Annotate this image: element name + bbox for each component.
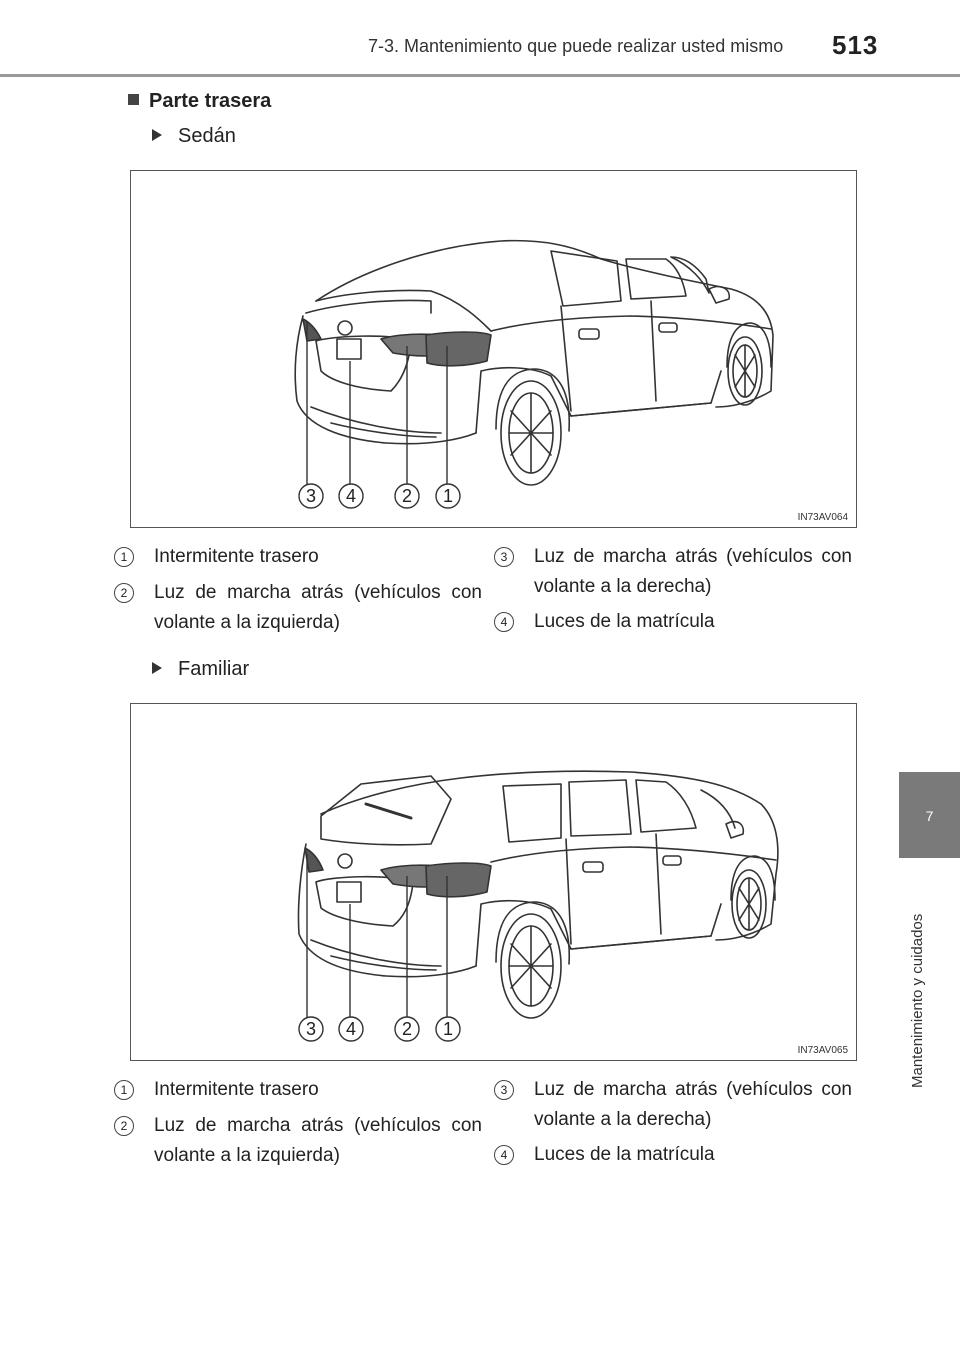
wagon-rear-illustration <box>131 704 858 1062</box>
wagon-legend-3 <box>494 1075 852 1139</box>
wagon-callout-3: 3 <box>305 1019 317 1039</box>
wagon-legend-4 <box>494 1140 852 1172</box>
legend-text: Luz de marcha atrás (vehículos con volante a la izquierda) <box>154 582 482 633</box>
figure-sedan <box>130 170 857 528</box>
legend-number: 3 <box>494 547 514 567</box>
legend-text: Luz de marcha atrás (vehículos con volante a la derecha) <box>534 546 852 597</box>
legend-number: 1 <box>114 1080 134 1100</box>
legend-text: Luz de marcha atrás (vehículos con volante a la izquierda) <box>154 1115 482 1166</box>
figure-code-sedan: IN73AV064 <box>797 512 848 523</box>
wagon-legend-2 <box>114 1111 482 1175</box>
sedan-callout-4: 4 <box>345 486 357 506</box>
legend-text: Luces de la matrícula <box>534 1144 715 1165</box>
wagon-callout-4: 4 <box>345 1019 357 1039</box>
page-number: 513 <box>832 30 879 60</box>
figure-code-wagon: IN73AV065 <box>797 1045 848 1056</box>
chapter-label: Mantenimiento y cuidados <box>909 913 926 1088</box>
sedan-legend-1 <box>114 542 482 574</box>
legend-text: Intermitente trasero <box>154 1079 319 1100</box>
sedan-rear-illustration <box>131 171 858 529</box>
sedan-callout-3: 3 <box>305 486 317 506</box>
chapter-tab <box>899 772 960 858</box>
wagon-legend-1 <box>114 1075 482 1107</box>
chapter-label-container <box>907 868 927 1088</box>
legend-text: Luces de la matrícula <box>534 611 715 632</box>
subheading-sedan-text: Sedán <box>178 125 236 147</box>
triangle-bullet-icon <box>152 129 162 141</box>
figure-wagon <box>130 703 857 1061</box>
legend-number: 1 <box>114 547 134 567</box>
legend-number: 2 <box>114 583 134 603</box>
subheading-wagon <box>152 658 249 681</box>
section-heading <box>128 90 271 113</box>
legend-text: Intermitente trasero <box>154 546 319 567</box>
triangle-bullet-icon <box>152 662 162 674</box>
sedan-legend-2 <box>114 578 482 642</box>
wagon-callout-1: 1 <box>442 1019 454 1039</box>
sedan-legend-4 <box>494 607 852 639</box>
subheading-sedan <box>152 125 236 148</box>
section-heading-text: Parte trasera <box>149 90 272 112</box>
sedan-legend-3 <box>494 542 852 606</box>
sedan-callout-2: 2 <box>401 486 413 506</box>
subheading-wagon-text: Familiar <box>178 658 250 680</box>
legend-text: Luz de marcha atrás (vehículos con volante a la derecha) <box>534 1079 852 1130</box>
legend-number: 4 <box>494 612 514 632</box>
chapter-number: 7 <box>925 808 934 824</box>
legend-number: 2 <box>114 1116 134 1136</box>
header-section-title: 7-3. Mantenimiento que puede realizar usted mismo <box>368 36 784 56</box>
wagon-callout-2: 2 <box>401 1019 413 1039</box>
legend-number: 4 <box>494 1145 514 1165</box>
header-divider <box>0 74 960 77</box>
legend-number: 3 <box>494 1080 514 1100</box>
square-bullet-icon <box>128 94 139 105</box>
sedan-callout-1: 1 <box>442 486 454 506</box>
